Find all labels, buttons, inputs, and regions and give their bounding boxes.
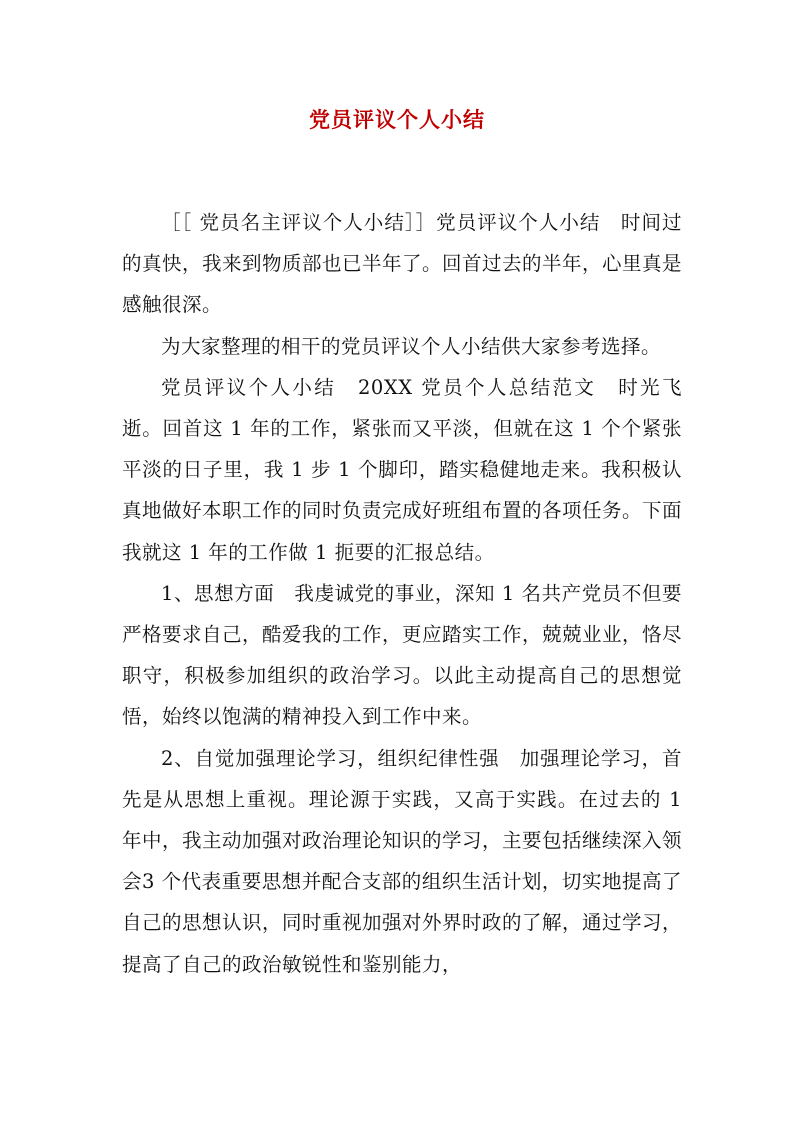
paragraph: 1、思想方面 我虔诚党的事业，深知 1 名共产党员不但要严格要求自己，酷爱我的工作，更应踏实工作，兢兢业业，恪尽职守，积极参加组织的政治学习。以此主动提高自己的思想觉悟，始终以饱满的精神投入到工作中来。	[122, 581, 683, 729]
paragraph: ［［ 党员名主评议个人小结］］党员评议个人小结 时间过的真快，我来到物质部也已半年了。回首过去的半年，心里真是感触很深。	[122, 211, 683, 317]
document-body	[122, 202, 682, 985]
document-title: 党员评议个人小结	[309, 107, 485, 132]
paragraph: 2、自觉加强理论学习，组织纪律性强 加强理论学习，首先是从思想上重视。理论源于实践，又高于实践。在过去的 1 年中，我主动加强对政治理论知识的学习，主要包括继续深入领会3 个代表重要思想并配合支部的组织生活计划，切实地提高了自己的思想认识，同时重视加强对外界时政的了解，通过学习，提高了自己的政治敏锐性和鉴别能力，	[122, 746, 683, 976]
paragraph: 为大家整理的相干的党员评议个人小结供大家参考选择。	[161, 334, 662, 358]
paragraph: 党员评议个人小结 20XX 党员个人总结范文 时光飞逝。回首这 1 年的工作，紧张而又平淡，但就在这 1 个个紧张平淡的日子里，我 1 步 1 个脚印，踏实稳健地走来。我积极认真地做好本职工作的同时负责完成好班组布置的各项任务。下面我就这 1 年的工作做 1 扼要的汇报总结。	[122, 375, 683, 564]
